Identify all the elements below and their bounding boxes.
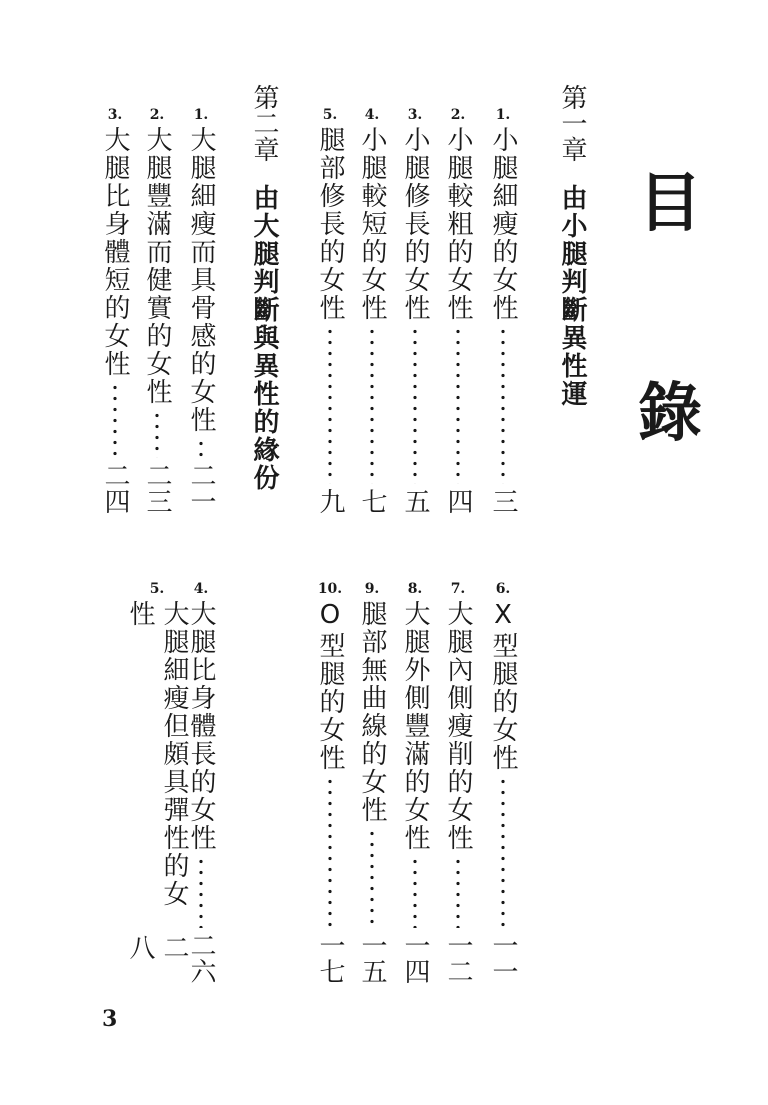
toc-entry[interactable]	[486, 104, 520, 514]
dot-leader	[199, 856, 203, 928]
entry-number: 9.	[364, 581, 380, 597]
entry-page: 九	[315, 488, 345, 514]
entry-page: 四	[443, 488, 473, 514]
dot-leader	[155, 410, 159, 458]
dot-leader	[501, 776, 505, 928]
entry-page: 二六	[186, 932, 216, 984]
page-number: 3	[102, 1006, 118, 1032]
entry-number: 8.	[407, 581, 423, 597]
toc-entry[interactable]	[355, 578, 389, 984]
chapter-1-label: 第一章	[557, 84, 587, 162]
toc-entry[interactable]	[313, 578, 347, 984]
entry-title: 大腿細瘦而具骨感的女性	[186, 126, 216, 434]
dot-leader	[456, 856, 460, 928]
toc-entry[interactable]	[355, 104, 389, 514]
toc-entry[interactable]	[441, 578, 475, 984]
chapter-2-title: 由大腿判斷與異性的緣份	[249, 184, 279, 492]
chapter-1-heading	[555, 84, 589, 408]
entry-number: 4.	[193, 581, 209, 597]
dot-leader	[328, 776, 332, 928]
entry-title: 大腿比身體長的女性	[186, 600, 216, 852]
dot-leader	[328, 326, 332, 484]
toc-entry[interactable]	[184, 104, 218, 514]
entry-title: 腿部無曲線的女性	[357, 600, 387, 824]
entry-number: 1.	[193, 107, 209, 123]
entry-number: 3.	[107, 107, 123, 123]
entry-page: 一四	[400, 932, 430, 984]
entry-title: 小腿較短的女性	[357, 126, 387, 322]
entry-page: 二一	[186, 462, 216, 514]
dot-leader	[456, 326, 460, 484]
dot-leader	[501, 326, 505, 484]
chapter-2-heading	[247, 84, 281, 492]
toc-entry[interactable]	[313, 104, 347, 514]
entry-number: 5.	[322, 107, 338, 123]
dot-leader	[370, 828, 374, 928]
dot-leader	[370, 326, 374, 484]
toc-title-char-2: 錄	[638, 376, 702, 451]
entry-title: 小腿修長的女性	[400, 126, 430, 322]
entry-number: 5.	[149, 581, 165, 597]
entry-page: 一二	[443, 932, 473, 984]
entry-page: 一七	[315, 932, 345, 984]
entry-number: 4.	[364, 107, 380, 123]
entry-title: X型腿的女性	[488, 600, 518, 772]
entry-title: O型腿的女性	[315, 600, 345, 772]
entry-number: 2.	[149, 107, 165, 123]
chapter-2-label: 第二章	[249, 84, 279, 162]
entry-title: 大腿外側豐滿的女性	[400, 600, 430, 852]
chapter-1-title: 由小腿判斷異性運	[557, 184, 587, 408]
entry-title: 大腿豐滿而健實的女性	[142, 126, 172, 406]
toc-entry[interactable]	[125, 578, 189, 984]
entry-number: 3.	[407, 107, 423, 123]
toc-entry[interactable]	[398, 104, 432, 514]
dot-leader	[199, 438, 203, 458]
entry-number: 2.	[450, 107, 466, 123]
entry-page: 五	[400, 488, 430, 514]
entry-title: 小腿細瘦的女性	[488, 126, 518, 322]
toc-entry[interactable]	[98, 104, 132, 514]
entry-title: 大腿比身體短的女性	[100, 126, 130, 378]
entry-title: 大腿細瘦但頗具彈性的女性	[125, 600, 189, 908]
toc-title-char-1: 目	[638, 166, 702, 241]
entry-page: 一五	[357, 932, 387, 984]
entry-page: 二八	[125, 933, 189, 960]
entry-title: 小腿較粗的女性	[443, 126, 473, 322]
entry-page: 一一	[488, 932, 518, 984]
entry-page: 二三	[142, 462, 172, 514]
toc-entry[interactable]	[441, 104, 475, 514]
toc-entry[interactable]	[398, 578, 432, 984]
entry-number: 10.	[317, 581, 343, 597]
dot-leader	[113, 382, 117, 458]
entry-number: 6.	[495, 581, 511, 597]
entry-number: 1.	[495, 107, 511, 123]
entry-page: 七	[357, 488, 387, 514]
entry-page: 三	[488, 488, 518, 514]
toc-entry[interactable]	[486, 578, 520, 984]
entry-title: 大腿內側瘦削的女性	[443, 600, 473, 852]
entry-page: 二四	[100, 462, 130, 514]
entry-title: 腿部修長的女性	[315, 126, 345, 322]
toc-entry[interactable]	[140, 104, 174, 514]
dot-leader	[413, 326, 417, 484]
dot-leader	[413, 856, 417, 928]
entry-number: 7.	[450, 581, 466, 597]
